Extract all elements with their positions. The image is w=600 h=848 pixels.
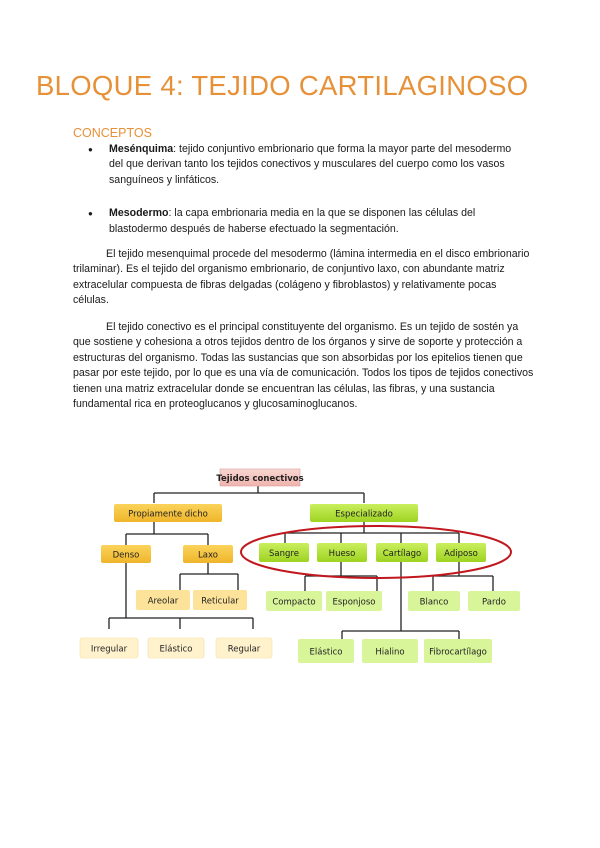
node-label: Sangre — [269, 549, 299, 559]
node-label: Especializado — [335, 509, 393, 520]
node-fibrocartilago — [424, 639, 492, 663]
list-item — [88, 206, 528, 237]
node-tejidos-conectivos — [216, 469, 303, 486]
node-regular — [216, 638, 272, 658]
node-propiamente-dicho — [114, 504, 222, 522]
node-label: Cartílago — [382, 549, 422, 559]
node-label: Blanco — [419, 597, 449, 608]
node-label: Propiamente dicho — [128, 509, 208, 520]
node-irregular — [80, 638, 138, 658]
node-hialino — [362, 639, 418, 663]
term-mesenquima: Mesénquima — [109, 143, 174, 155]
node-reticular — [193, 590, 247, 610]
node-laxo — [183, 545, 233, 563]
node-label: Reticular — [201, 596, 239, 607]
node-label: Irregular — [90, 644, 128, 655]
concepts-list — [88, 142, 528, 255]
node-label: Regular — [227, 644, 261, 655]
node-denso — [101, 545, 151, 563]
term-mesodermo: Mesodermo — [109, 207, 169, 220]
node-label: Areolar — [147, 596, 179, 607]
list-item — [88, 142, 528, 188]
definition-mesenquima: : tejido conjuntivo embrionario que forma la mayor parte del mesodermo del que derivan tanto los tejidos conectivos y musculares del cuerpo como los vasos sanguíneos y linfáticos. — [109, 143, 512, 186]
node-sangre — [259, 543, 309, 562]
node-adiposo — [436, 543, 486, 562]
node-especializado — [310, 504, 418, 522]
node-label: Tejidos conectivos — [216, 474, 304, 484]
node-label: Hialino — [375, 647, 405, 658]
node-blanco — [408, 591, 460, 611]
node-label: Elástico — [309, 647, 343, 658]
node-areolar — [136, 590, 190, 610]
node-hueso — [317, 543, 367, 562]
paragraph-mesenquimal: El tejido mesenquimal procede del mesodermo (lámina intermedia en el disco embrionario trilaminar). Es el tejido del organismo embrionario, de conjuntivo laxo, con abundante matriz extracelular compuesta de fibras delgadas (colágeno y fibroblastos) y relativamente pocas células. — [73, 248, 530, 307]
paragraph-conectivo: El tejido conectivo es el principal constituyente del organismo. Es un tejido de sostén ya que sostiene y cohesiona a otros tejidos dentro de los órganos y sirve de soporte y protección a estructuras del organismo. Todas las sustancias que son absorbidas por los epitelios tienen que pasar por este tejido, por lo que es una vía de comunicación. Todos los tipos de tejidos conectivos tienen una matriz extracelular donde se encuentran las células, las fibras, y una sustancia fundamental rica en proteoglucanos y glucosaminoglucanos. — [73, 321, 534, 411]
node-label: Hueso — [328, 549, 356, 559]
node-label: Pardo — [482, 597, 506, 608]
node-pardo — [468, 591, 520, 611]
node-label: Esponjoso — [332, 597, 376, 608]
node-elastico-denso — [148, 638, 204, 658]
node-label: Laxo — [198, 550, 218, 561]
node-label: Adiposo — [444, 549, 478, 559]
node-label: Elástico — [159, 644, 193, 655]
node-label: Denso — [112, 550, 140, 561]
page-title: BLOQUE 4: TEJIDO CARTILAGINOSO — [36, 70, 529, 101]
node-esponjoso — [326, 591, 382, 611]
node-cartilago — [376, 543, 428, 562]
node-label: Fibrocartílago — [429, 647, 487, 658]
node-elastico-cartilago — [298, 639, 354, 663]
definition-mesodermo: : la capa embrionaria media en la que se disponen las células del blastodermo después de haberse efectuado la segmentación. — [109, 207, 476, 235]
node-label: Compacto — [272, 597, 316, 608]
section-heading: CONCEPTOS — [73, 126, 152, 140]
connective-tissue-diagram — [74, 465, 528, 671]
node-compacto — [266, 591, 322, 611]
